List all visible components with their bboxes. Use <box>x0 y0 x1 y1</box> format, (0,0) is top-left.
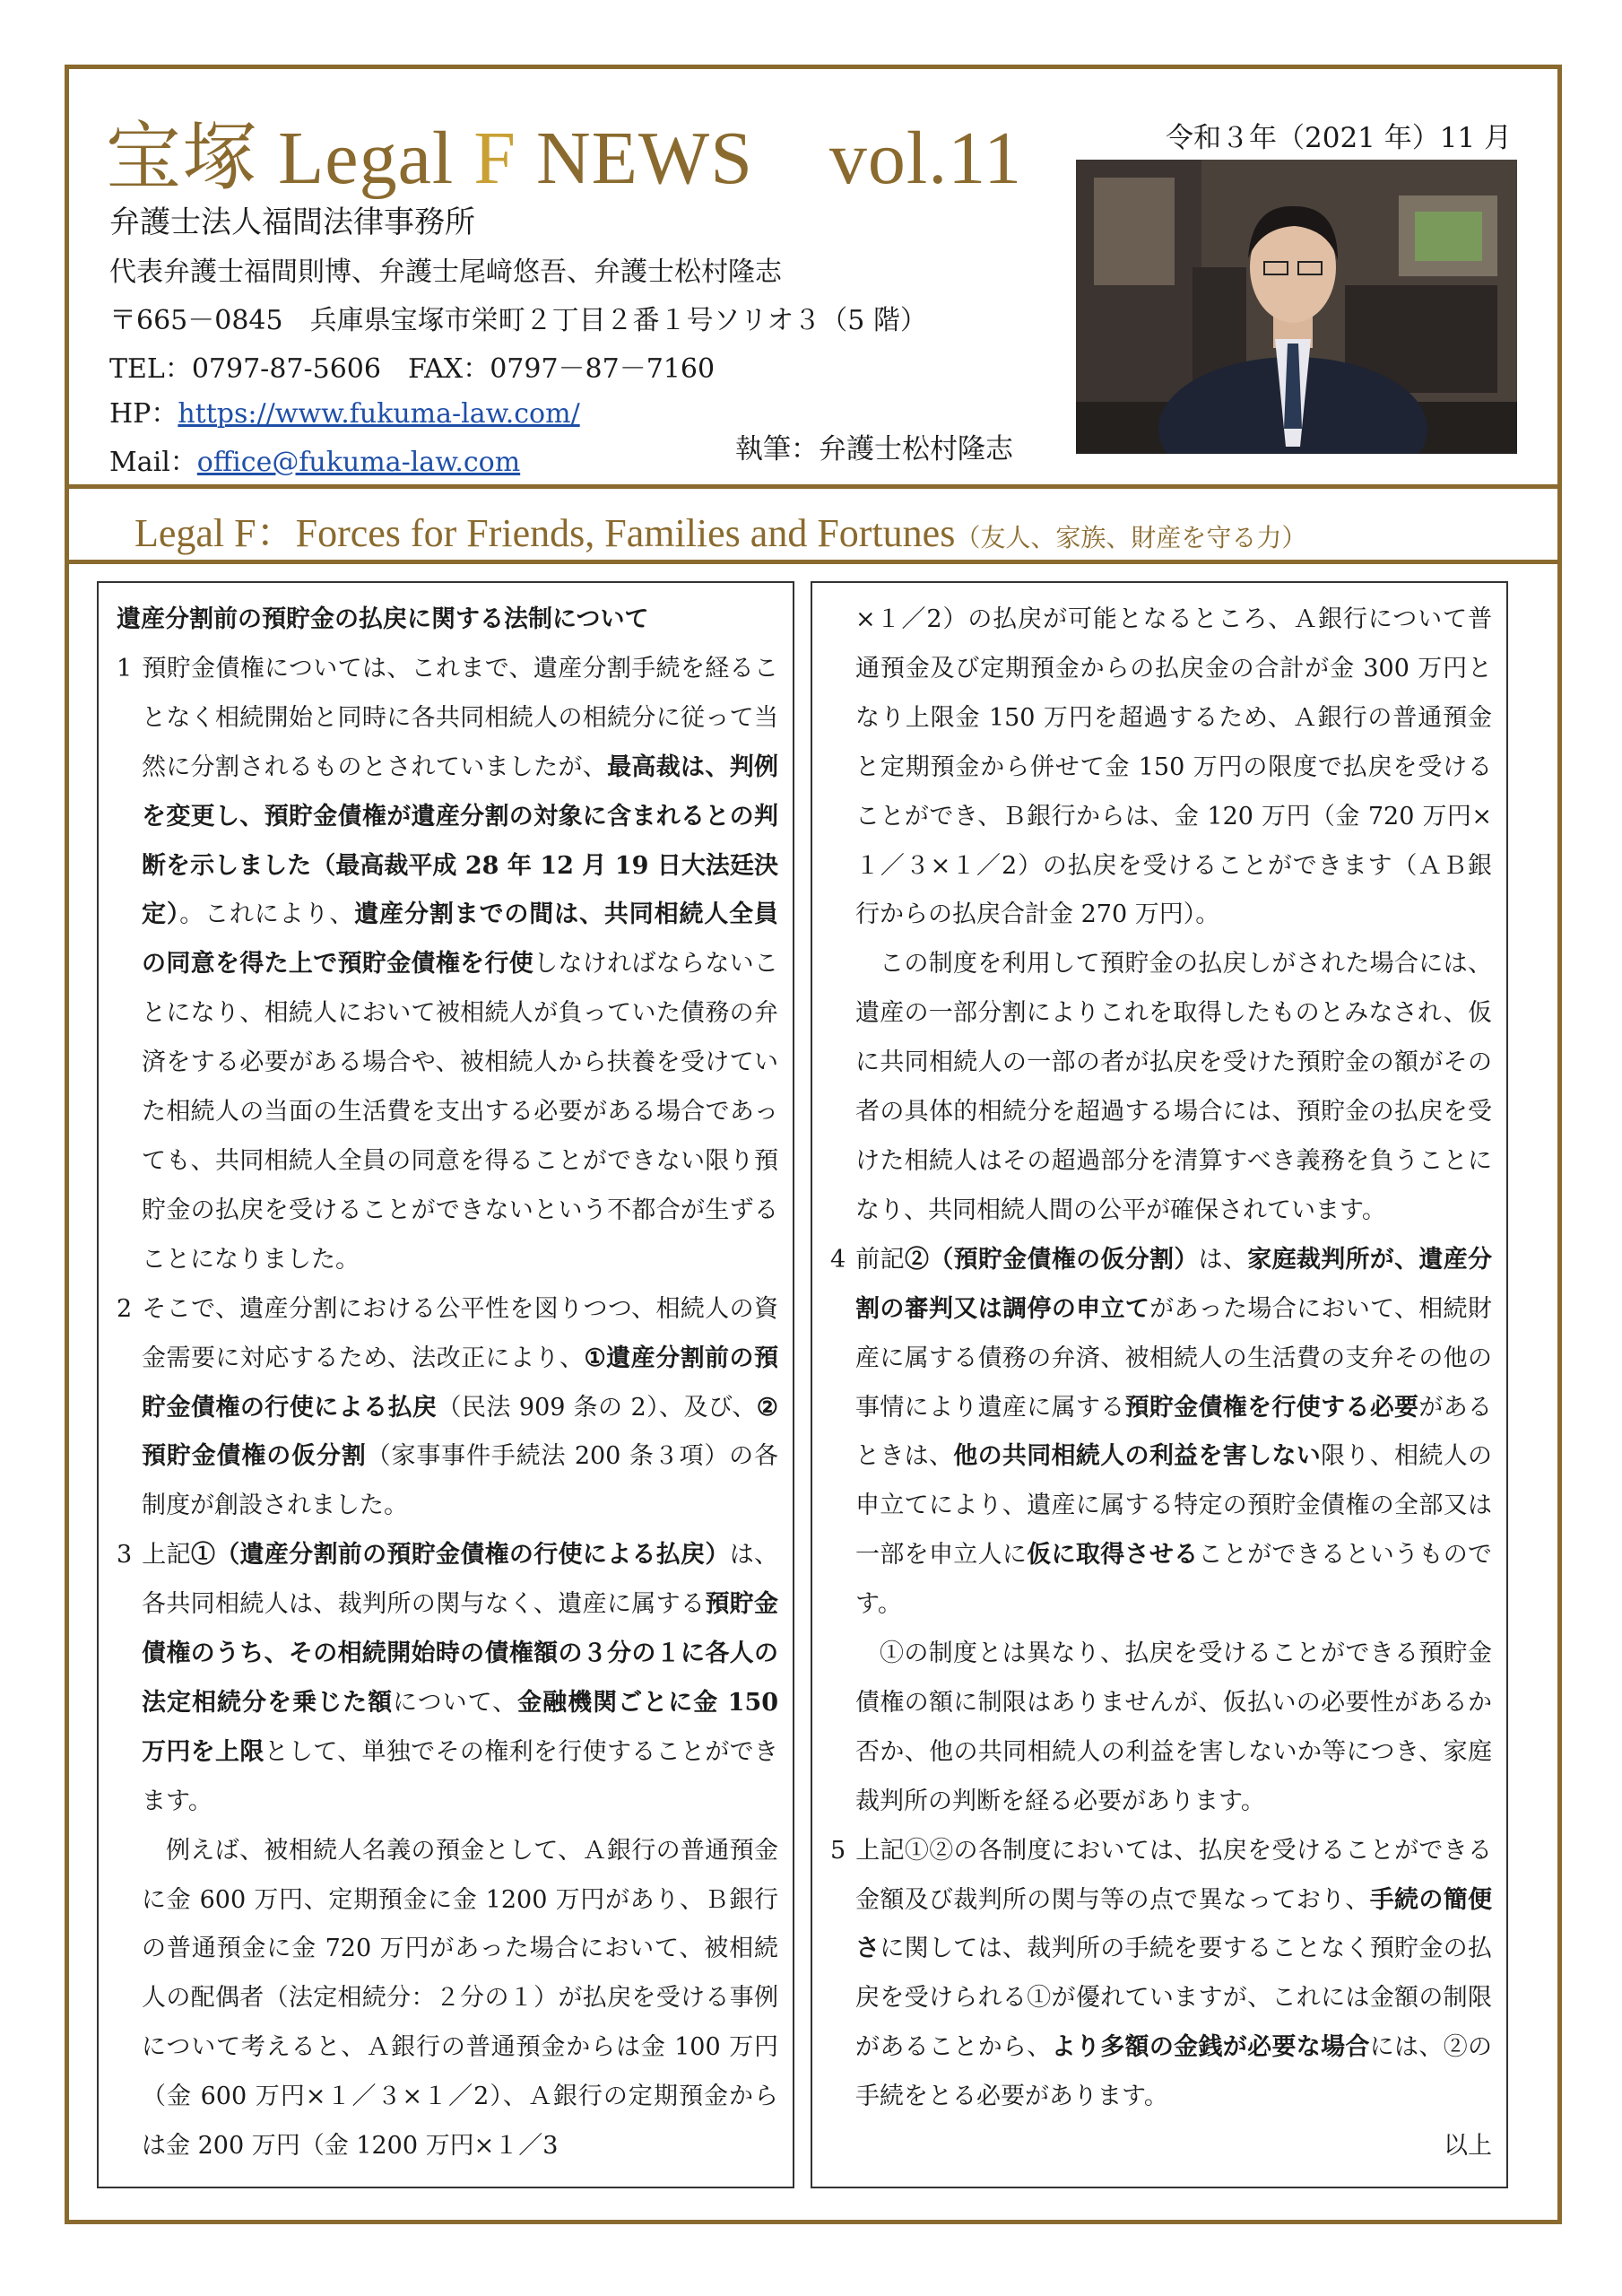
tagline-divider <box>65 560 1562 564</box>
closing-mark: 以上 <box>1444 2132 1492 2161</box>
article-title: 遺産分割前の預貯金の払戻に関する法制について <box>117 605 649 633</box>
section-3-example-continued: ×１／2）の払戻が可能となるところ、Ａ銀行について普通預金及び定期預金からの払戻金の合計が金 300 万円となり上限金 150 万円を超過するため、Ａ銀行の普通預金と定期預金から併せて金 150 万円の限度で払戻を受けることができ、Ｂ銀行からは、金 120 万円（金 720 万円×１／３×１／2）の払戻を受けることができます（ＡＢ銀行からの払戻合計金 270 万円）。 <box>855 605 1492 929</box>
section-4: 4 前記②（預貯金債権の仮分割）は、家庭裁判所が、遺産分割の審判又は調停の申立てがあった場合において、相続財産に属する債務の弁済、被相続人の生活費の支弁その他の事情により遺産に属する預貯金債権を行使する必要があるときは、他の共同相続人の利益を害しない限り、相続人の申立てにより、遺産に属する特定の預貯金債権の全部又は一部を申立人に仮に取得させることができるというものです。 <box>830 1236 1492 1630</box>
section-number: 1 <box>117 654 133 683</box>
author: 執筆：弁護士松村隆志 <box>735 433 1013 465</box>
article-column-left <box>97 581 794 2188</box>
homepage <box>109 391 580 430</box>
tagline <box>134 500 1306 558</box>
section-4-note: ①の制度とは異なり、払戻を受けることができる預貯金債権の額に制限はありませんが、仮払いの必要性があるか否か、他の共同相続人の利益を害しないか等につき、家庭裁判所の判断を経る必要があります。 <box>855 1639 1492 1815</box>
tagline-main: Legal F：Forces for Friends, Families and Fortunes <box>134 511 956 555</box>
issue-date: 令和３年（2021 年）11 月 <box>1166 122 1513 154</box>
section-number: 2 <box>117 1294 133 1323</box>
address: 〒665－0845 兵庫県宝塚市栄町２丁目２番１号ソリオ３（5 階） <box>109 305 927 336</box>
lawyer-names: 代表弁護士福間則博、弁護士尾﨑悠吾、弁護士松村隆志 <box>109 257 782 288</box>
section-3-note: この制度を利用して預貯金の払戻しがされた場合には、遺産の一部分割によりこれを取得したものとみなされ、仮に共同相続人の一部の者が払戻を受けた預貯金の額がその者の具体的相続分を超過する場合には、預貯金の払戻を受けた相続人はその超過部分を清算すべき義務を負うことになり、共同相続人間の公平が確保されています。 <box>855 950 1492 1224</box>
firm-name: 弁護士法人福間法律事務所 <box>109 204 475 240</box>
tagline-sub: （友人、家族、財産を守る力） <box>955 525 1307 552</box>
phone-fax: TEL：0797-87-5606 FAX：0797－87－7160 <box>109 353 716 385</box>
homepage-link[interactable]: https://www.fukuma-law.com/ <box>178 398 580 430</box>
lawyer-photo <box>1076 160 1517 454</box>
section-number: 4 <box>830 1245 846 1274</box>
mail <box>109 439 520 479</box>
section-3-example: 例えば、被相続人名義の預金として、Ａ銀行の普通預金に金 600 万円、定期預金に金 1200 万円があり、Ｂ銀行の普通預金に金 720 万円があった場合において、被相続人の配偶者（法定相続分：２分の１）が払戻を受ける事例について考えると、Ａ銀行の普通預金からは金 100 万円（金 600 万円×１／３×１／2）、Ａ銀行の定期預金からは金 200 万円（金 1200 万円×１／3 <box>142 1836 778 2161</box>
section-3: 3 上記①（遺産分割前の預貯金債権の行使による払戻）は、各共同相続人は、裁判所の関与なく、遺産に属する預貯金債権のうち、その相続開始時の債権額の３分の１に各人の法定相続分を乗じた額について、金融機関ごとに金 150 万円を上限として、単独でその権利を行使することができます。 <box>117 1531 778 1826</box>
section-5: 5 上記①②の各制度においては、払戻を受けることができる金額及び裁判所の関与等の点で異なっており、手続の簡便さに関しては、裁判所の手続を要することなく預貯金の払戻を受けられる①が優れていますが、これには金額の制限があることから、より多額の金銭が必要な場合には、②の手続をとる必要があります。 <box>830 1827 1492 2122</box>
homepage-label: HP： <box>109 398 178 430</box>
mail-label: Mail： <box>109 447 197 478</box>
article-column-right <box>811 581 1508 2188</box>
header-divider <box>65 484 1562 489</box>
section-2: 2 そこで、遺産分割における公平性を図りつつ、相続人の資金需要に対応するため、法改正により、①遺産分割前の預貯金債権の行使による払戻（民法 909 条の 2）、及び、②預貯金債権の仮分割（家事事件手続法 200 条３項）の各制度が創設されました。 <box>117 1285 778 1532</box>
lawyer-portrait-image <box>1076 160 1517 454</box>
mail-link[interactable]: office@fukuma-law.com <box>196 447 521 478</box>
section-number: 5 <box>830 1836 846 1865</box>
section-1: 1 預貯金債権については、これまで、遺産分割手続を経ることなく相続開始と同時に各共同相続人の相続分に従って当然に分割されるものとされていましたが、最高裁は、判例を変更し、預貯金債権が遺産分割の対象に含まれるとの判断を示しました（最高裁平成 28 年 12 月 19 日大法廷決定）。これにより、遺産分割までの間は、共同相続人全員の同意を得た上で預貯金債権を行使しなければならないことになり、相続人において被相続人が負っていた債務の弁済をする必要がある場合や、被相続人から扶養を受けていた相続人の当面の生活費を支出する必要がある場合であっても、共同相続人全員の同意を得ることができない限り預貯金の払戻を受けることができないという不都合が生ずることになりました。 <box>117 645 778 1285</box>
section-number: 3 <box>117 1541 133 1570</box>
newsletter-title: 宝塚 Legal F NEWS vol.11 <box>106 117 1023 200</box>
title-f-letter: F <box>473 117 516 200</box>
